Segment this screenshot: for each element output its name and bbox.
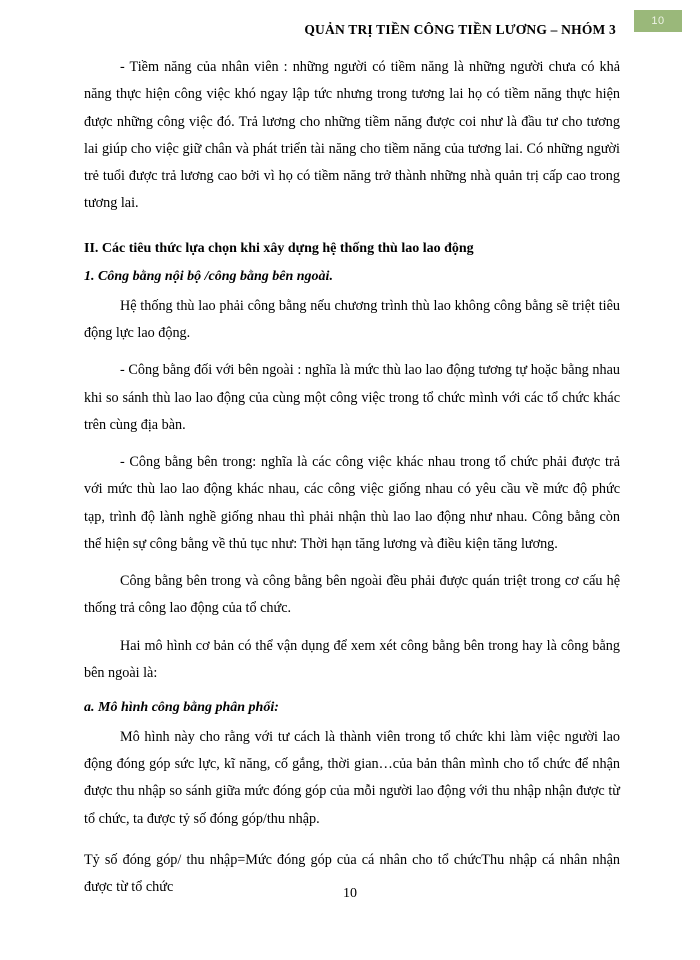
page-content [84,22,620,904]
page-number: 10 [343,886,357,901]
paragraph-hai-mo-hinh: Hai mô hình cơ bản có thể vận dụng để xem xét công bằng bên trong hay là công bằng bên ngoài là: [84,637,620,681]
paragraph-ty-so-dong-gop: Tỷ số đóng góp/ thu nhập=Mức đóng góp của cá nhân cho tổ chứcThu nhập cá nhân nhận được từ tổ chức [84,851,620,896]
paragraph-mo-hinh-phan-phoi: Mô hình này cho rằng với tư cách là thành viên trong tổ chức khi làm việc người lao động đóng góp sức lực, kĩ năng, cố gắng, thời gian…của bản thân mình cho tổ chức để nhận được thu nhập so sánh giữa mức đóng góp của mỗi người lao động với thu nhập nhận được từ tổ chức, ta được tỷ số đóng góp/thu nhập. [84,728,620,827]
paragraph-cong-bang-ben-ngoai: - Công bằng đối với bên ngoài : nghĩa là mức thù lao lao động tương tự hoặc bằng nhau khi so sánh thù lao lao động của cùng một công việc trong tổ chức mình với các tổ chức khác trên cùng địa bàn. [84,362,620,433]
page-corner-tab: 10 [634,10,682,32]
paragraph-cong-bang-ben-trong: - Công bằng bên trong: nghĩa là các công việc khác nhau trong tổ chức phải được trả với mức thù lao lao động khác nhau, các công việc giống nhau có yêu cầu về mức độ phức tạp, trình độ lành nghề giống nhau thì phải nhận thù lao lao động như nhau. Công bằng còn thể hiện sự công bằng về thủ tục như: Thời hạn tăng lương và điều kiện tăng lương. [84,454,620,552]
heading-item-a: a. Mô hình công bằng phân phối: [84,700,279,716]
heading-section-ii: II. Các tiêu thức lựa chọn khi xây dựng hệ thống thù lao lao động [84,240,474,256]
paragraph-tiem-nang: - Tiềm năng của nhân viên : những người có tiềm năng là những người chưa có khả năng thực hiện công việc khó ngay lập tức nhưng trong tương lai họ có tiềm năng thực hiện được những công việc đó. Trả lương cho những tiềm năng được coi như là đầu tư cho tương lai giúp cho việc giữ chân và phát triển tài năng cho tiềm năng của tương lai. Có những người trẻ tuổi được trả lương cao bởi vì họ có tiềm năng trở thành những nhà quản trị cấp cao trong tương lai. [84,59,620,212]
paragraph-he-thong-thu-lao: Hệ thống thù lao phải công bằng nếu chương trình thù lao không công bằng sẽ triệt tiêu động lực lao động. [84,297,620,342]
heading-subsection-1: 1. Công bằng nội bộ /công bằng bên ngoài. [84,269,333,285]
paragraph-quan-triet-co-cau: Công bằng bên trong và công bằng bên ngoài đều phải được quán triệt trong cơ cấu hệ thống trả công lao động của tổ chức. [84,573,620,617]
document-header-title: QUẢN TRỊ TIỀN CÔNG TIỀN LƯƠNG – NHÓM 3 [304,22,616,37]
